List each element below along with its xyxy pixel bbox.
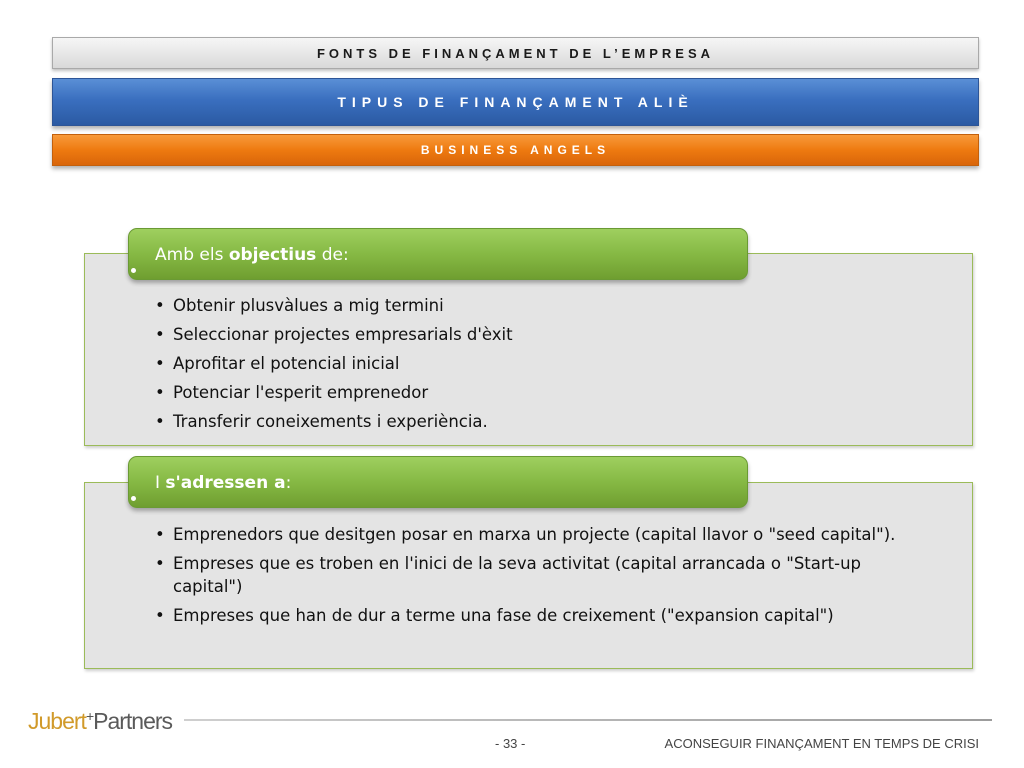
audience-heading-tab xyxy=(128,456,748,508)
subsection-title: TIPUS DE FINANÇAMENT ALIÈ xyxy=(337,94,694,110)
section-title-banner xyxy=(52,37,979,69)
list-item: • Empreses que es troben en l'inici de la seva activitat (capital arrancada o "Start-up capital") xyxy=(155,552,912,598)
heading-suffix: de: xyxy=(316,245,349,265)
list-item: • Aprofitar el potencial inicial xyxy=(155,352,912,375)
audience-list xyxy=(155,523,912,633)
footer-divider xyxy=(184,719,992,721)
logo-plus: + xyxy=(85,708,94,724)
page-number: - 33 - xyxy=(495,736,526,751)
objectives-list xyxy=(155,294,912,439)
logo-partners: Partners xyxy=(93,708,173,734)
section-title: FONTS DE FINANÇAMENT DE L’EMPRESA xyxy=(316,45,715,61)
list-item: • Seleccionar projectes empresarials d'èxit xyxy=(155,323,912,346)
tab-notch-icon xyxy=(131,496,136,501)
list-item: • Empreses que han de dur a terme una fase de creixement ("expansion capital") xyxy=(155,604,912,627)
heading-prefix: I xyxy=(155,473,166,493)
objectives-heading-tab xyxy=(128,228,748,280)
company-logo xyxy=(28,708,172,735)
list-item: • Transferir coneixements i experiència. xyxy=(155,410,912,433)
tab-notch-icon xyxy=(131,268,136,273)
heading-suffix: : xyxy=(285,473,292,493)
objectives-panel xyxy=(84,253,973,446)
list-item: • Emprenedors que desitgen posar en marxa un projecte (capital llavor o "seed capital"). xyxy=(155,523,912,546)
topic-title-banner xyxy=(52,134,979,166)
heading-bold: s'adressen a xyxy=(165,473,286,493)
subsection-title-banner xyxy=(52,78,979,126)
logo-name: Jubert xyxy=(28,708,86,734)
heading-prefix: Amb els xyxy=(155,245,229,265)
list-item: • Obtenir plusvàlues a mig termini xyxy=(155,294,912,317)
list-item: • Potenciar l'esperit emprenedor xyxy=(155,381,912,404)
heading-bold: objectius xyxy=(228,245,317,265)
audience-panel xyxy=(84,482,973,669)
topic-title: BUSINESS ANGELS xyxy=(420,143,611,157)
footer-title: ACONSEGUIR FINANÇAMENT EN TEMPS DE CRISI xyxy=(664,736,979,751)
